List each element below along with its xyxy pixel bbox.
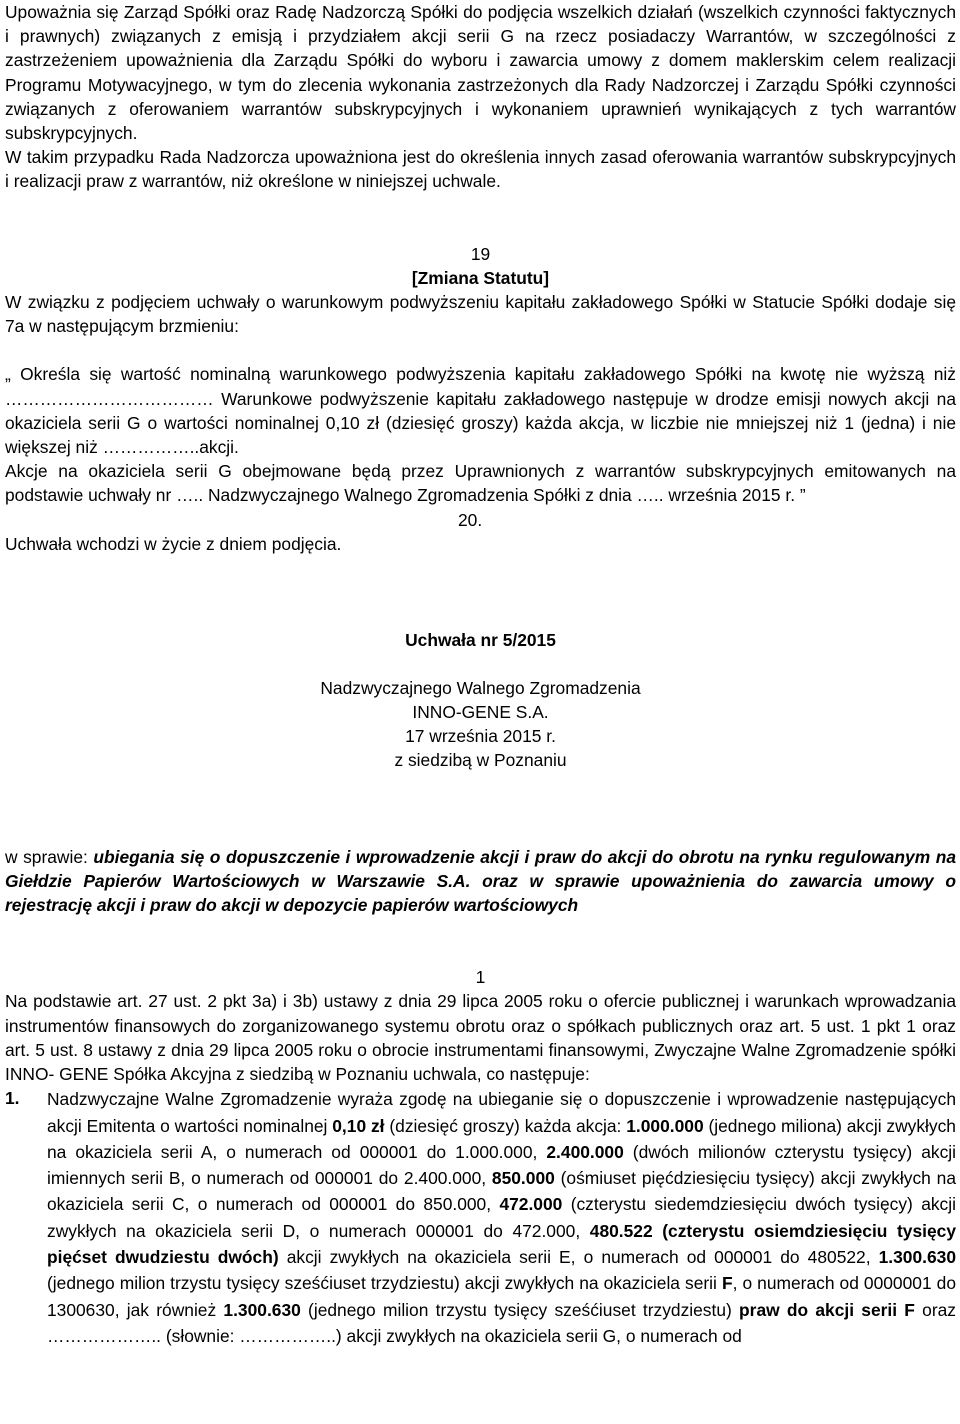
section-19-label: 19 (470, 243, 491, 264)
spacer (5, 338, 956, 362)
resolution-body: Nadzwyczajnego Walnego Zgromadzenia (320, 677, 641, 698)
subject-prefix: w sprawie: (5, 846, 94, 867)
document-page (5, 0, 956, 1349)
statute-quote-1: „ Określa się wartość nominalną warunkowego podwyższenia kapitału zakładowego Spółki na kwotę nie wyższą niż ……………………………… Warunkowe podwyższenie kapitału zakładowego następuje w drodze emisji nowych akcji na okaziciela serii G o wartości nominalnej 0,10 zł (dziesięć groszy) każda akcja, w liczbie nie mniejszej niż 1 (jedna) i nie większej niż ……………..akcji. (5, 364, 956, 458)
list-item-number: 1. (5, 1088, 20, 1109)
section-20-text: Uchwała wchodzi w życie z dniem podjęcia. (5, 533, 342, 554)
resolution-company: INNO-GENE S.A. (412, 702, 549, 723)
list-item-text: Nadzwyczajne Walne Zgromadzenie wyraża zgodę na ubieganie się o dopuszczenie i wprowadzenie następujących akcji Emitenta o wartości nominalnej 0,10 zł (dziesięć groszy) każda akcja: 1.000.000 (jednego miliona) akcji zwykłych na okaziciela serii A, o numerach od 000001 do 1.000.000, 2.400.000 (dwóch milionów czterystu tysięcy) akcji imiennych serii B, o numerach od 000001 do 2.400.000, 850.000 (ośmiuset pięćdziesięciu tysięcy) akcji zwykłych na okaziciela serii C, o numerach od 000001 do 850.000, 472.000 (czterystu siedemdziesięciu dwóch tysięcy) akcji zwykłych na okaziciela serii D, o numerach 000001 do 472.000, 480.522 (czterystu osiemdziesięciu tysięcy pięćset dwudziestu dwóch) akcji zwykłych na okaziciela serii E, o numerach od 000001 do 480522, 1.300.630 (jednego milion trzystu tysięcy sześćiuset trzydziestu) akcji zwykłych na okaziciela serii F, o numerach od 0000001 do 1300630, jak również 1.300.630 (jednego milion trzystu tysięcy sześćiuset trzydziestu) praw do akcji serii F oraz ……………….. (słownie: ……………..) akcji zwykłych na okaziciela serii G, o numerach od (47, 1089, 957, 1346)
legal-basis: Na podstawie art. 27 ust. 2 pkt 3a) i 3b) ustawy z dnia 29 lipca 2005 roku o ofercie publicznej i warunkach wprowadzania instrumentów finansowych do zorganizowanego systemu obrotu oraz o spółkach publicznych oraz art. 5 ust. 1 pkt 1 oraz art. 5 ust. 8 ustawy z dnia 29 lipca 2005 roku o obrocie instrumentami finansowymi, Zwyczajne Walne Zgromadzenie spółki INNO- GENE Spółka Akcyjna z siedzibą w Poznaniu uchwala, co następuje: (5, 991, 956, 1085)
resolution-seat: z siedzibą w Poznaniu (394, 750, 567, 771)
spacer (5, 917, 956, 965)
spacer (5, 773, 956, 845)
section-1-number: 1 (475, 967, 486, 988)
supervisory-board-paragraph: W takim przypadku Rada Nadzorcza upoważniona jest do określenia innych zasad oferowania warrantów subskrypcyjnych i realizacji praw z warrantów, niż określone w niniejszej uchwale. (5, 147, 956, 192)
section-19-number (5, 242, 956, 266)
section-19-heading: [Zmiana Statutu] (411, 267, 550, 288)
statute-quote-2: Akcje na okaziciela serii G obejmowane będą przez Uprawnionych z warrantów subskrypcyjnych emitowanych na podstawie uchwały nr ….. Nadzwyczajnego Walnego Zgromadzenia Spółki z dnia ….. września 2015 r. ” (5, 461, 956, 506)
spacer (5, 194, 956, 242)
authorization-paragraph: Upoważnia się Zarząd Spółki oraz Radę Nadzorczą Spółki do podjęcia wszelkich działań (wszelkich czynności faktycznych i prawnych) związanych z emisją i przydziałem akcji serii G na rzecz posiadaczy Warrantów, w szczególności z zastrzeżeniem upoważnienia dla Zarządu Spółki do wyboru i zawarcia umowy z domem maklerskim celem realizacji Programu Motywacyjnego, w tym do zlecenia wykonania zastrzeżonych dla Rady Nadzorczej i Zarządu Spółki czynności związanych z oferowaniem warrantów subskrypcyjnych i wykonaniem uprawnień wynikających z tych warrantów subskrypcyjnych. (5, 2, 956, 144)
section-20 (5, 508, 956, 556)
spacer (5, 652, 956, 676)
section-20-number: 20. (458, 509, 483, 530)
resolution-subject (5, 845, 956, 918)
resolution-date: 17 września 2015 r. (405, 726, 556, 747)
list-item (5, 1086, 956, 1349)
section-19-intro: W związku z podjęciem uchwały o warunkowym podwyższeniu kapitału zakładowego Spółki w Statucie Spółki dodaje się 7a w następującym brzmieniu: (5, 292, 956, 337)
spacer (5, 556, 956, 628)
subject-text: ubiegania się o dopuszczenie i wprowadzenie akcji i praw do akcji do obrotu na rynku regulowanym na Giełdzie Papierów Wartościowych w Warszawie S.A. oraz w sprawie upoważnienia do zawarcia umowy o rejestrację akcji i praw do akcji w depozycie papierów wartościowych (5, 846, 956, 916)
resolution-title: Uchwała nr 5/2015 (405, 629, 556, 650)
